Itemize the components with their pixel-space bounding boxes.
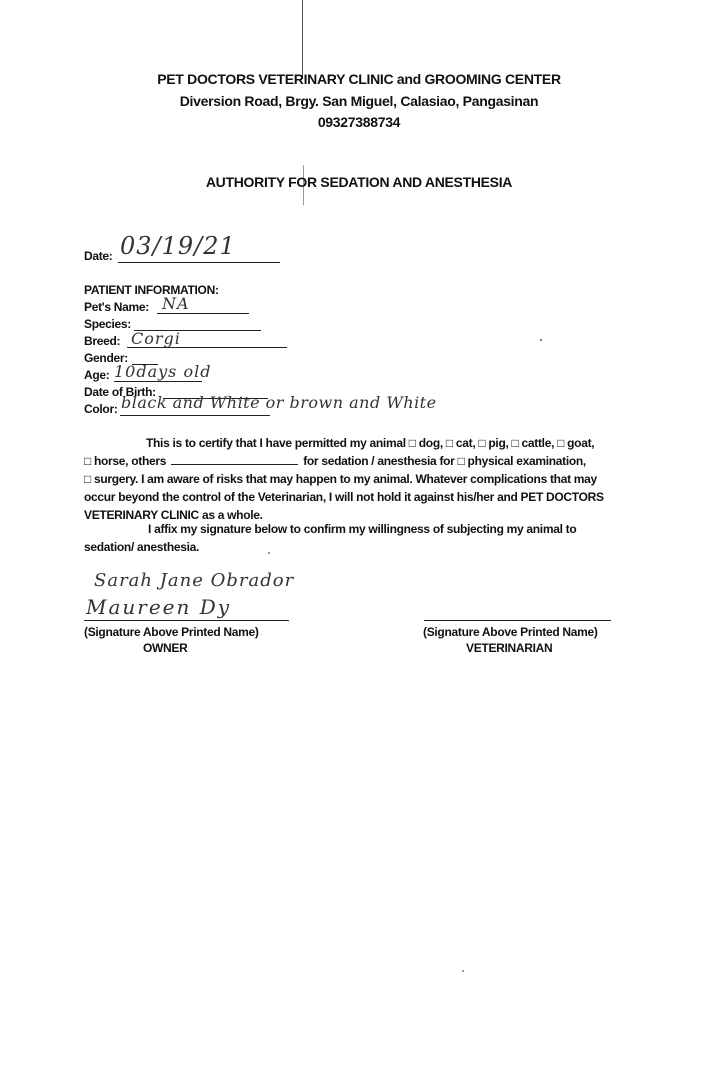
date-value: 03/19/21	[120, 232, 236, 260]
age-value: 10days old	[114, 362, 212, 381]
certify-line-2	[84, 452, 640, 470]
owner-signature-caption: (Signature Above Printed Name)	[84, 625, 259, 639]
certify-line-1: This is to certify that I have permitted my animal □ dog, □ cat, □ pig, □ cattle, □ goat,	[146, 436, 595, 450]
scan-speck	[540, 339, 542, 341]
gender-label: Gender:	[84, 351, 128, 365]
clinic-phone: 09327388734	[317, 114, 401, 130]
owner-role: OWNER	[143, 641, 188, 655]
age-underline	[114, 381, 202, 382]
scan-speck	[268, 552, 270, 554]
pet-name-label: Pet's Name:	[84, 300, 149, 314]
date-underline	[118, 262, 280, 263]
color-label: Color:	[84, 402, 118, 416]
breed-value: Corgi	[131, 329, 181, 348]
owner-signature-line2: Maureen Dy	[86, 595, 232, 619]
pet-name-underline	[157, 313, 249, 314]
scan-fold-line	[302, 0, 303, 78]
color-underline	[120, 415, 270, 416]
patient-info-heading: PATIENT INFORMATION:	[84, 283, 219, 297]
breed-label: Breed:	[84, 334, 121, 348]
dob-label: Date of Birth:	[84, 385, 156, 399]
owner-signature-line	[84, 620, 289, 621]
others-blank	[171, 454, 298, 465]
clinic-address: Diversion Road, Brgy. San Miguel, Calasiao, Pangasinan	[179, 93, 539, 109]
form-title: AUTHORITY FOR SEDATION AND ANESTHESIA	[205, 174, 513, 190]
certify-line-3: □ surgery. I am aware of risks that may happen to my animal. Whatever complications that may	[84, 472, 597, 486]
age-label: Age:	[84, 368, 110, 382]
certify-line-5: VETERINARY CLINIC as a whole.	[84, 508, 263, 522]
certify-line-4: occur beyond the control of the Veterinarian, I will not hold it against his/her and PET DOCTORS	[84, 490, 604, 504]
certify-line-7: sedation/ anesthesia.	[84, 540, 200, 554]
species-label: Species:	[84, 317, 131, 331]
certify-line-2a: □ horse, others	[84, 454, 167, 468]
pet-name-value: NA	[162, 294, 190, 313]
certify-line-2b: for sedation / anesthesia for □ physical examination,	[303, 454, 586, 468]
color-value: black and White or brown and White	[121, 393, 437, 412]
vet-signature-caption: (Signature Above Printed Name)	[423, 625, 598, 639]
clinic-name: PET DOCTORS VETERINARY CLINIC and GROOMING CENTER	[157, 71, 561, 87]
scan-speck	[462, 970, 464, 972]
date-label: Date:	[84, 249, 113, 263]
certify-line-6: I affix my signature below to confirm my willingness of subjecting my animal to	[148, 522, 577, 536]
vet-signature-line	[424, 620, 611, 621]
vet-role: VETERINARIAN	[466, 641, 553, 655]
owner-signature-line1: Sarah Jane Obrador	[94, 570, 295, 591]
